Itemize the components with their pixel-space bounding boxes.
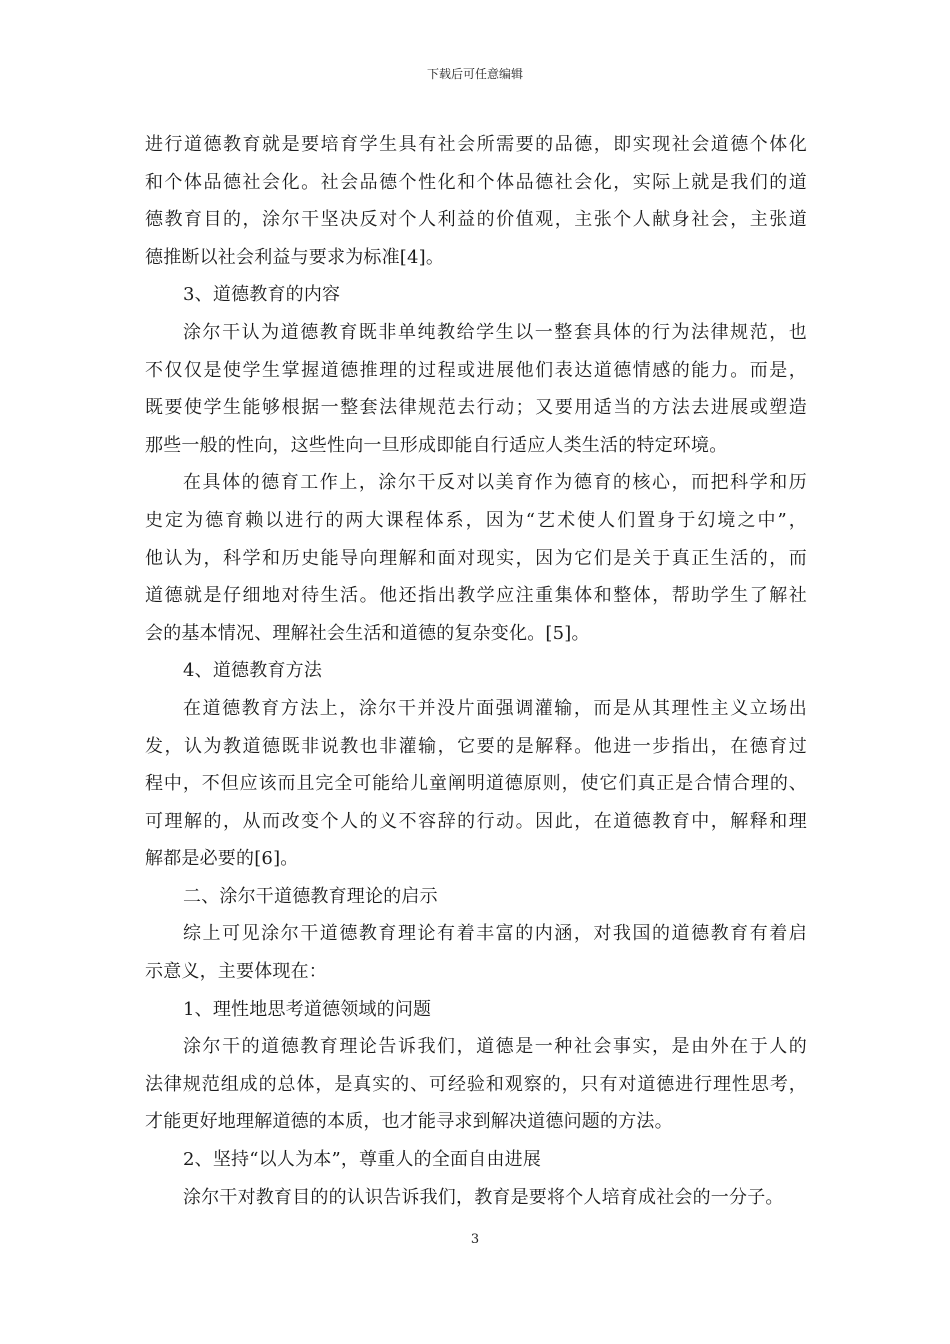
text-line: 2、坚持“以人为本”，尊重人的全面自由进展 xyxy=(183,1149,542,1171)
text-line: 示意义，主要体现在： xyxy=(145,961,327,983)
text-line: 史定为德育赖以进行的两大课程体系，因为“艺术使人们置身于幻境之中”， xyxy=(145,509,807,531)
text-line: 法律规范组成的总体，是真实的、可经验和观察的，只有对道德进行理性思考， xyxy=(145,1073,807,1095)
text-line: 道德就是仔细地对待生活。他还指出教学应注重集体和整体，帮助学生了解社 xyxy=(145,585,807,607)
text-line: 那些一般的性向，这些性向一旦形成即能自行适应人类生活的特定环境。 xyxy=(145,434,728,456)
text-line: 3、道德教育的内容 xyxy=(183,284,341,306)
text-line: 涂尔干对教育目的的认识告诉我们，教育是要将个人培育成社会的一分子。 xyxy=(183,1186,784,1208)
text-line: 进行道德教育就是要培育学生具有社会所需要的品德，即实现社会道德个体化 xyxy=(145,134,807,155)
text-line: 德教育目的，涂尔干坚决反对个人利益的价值观，主张个人献身社会，主张道 xyxy=(145,209,807,231)
text-line: 德推断以社会利益与要求为标准[4]。 xyxy=(145,246,445,268)
text-line: 4、道德教育方法 xyxy=(183,660,323,682)
text-line: 发，认为教道德既非说教也非灌输，它要的是解释。他进一步指出，在德育过 xyxy=(145,735,807,757)
text-line: 程中，不但应该而且完全可能给儿童阐明道德原则，使它们真正是合情合理的、 xyxy=(145,773,807,795)
text-line: 1、理性地思考道德领域的问题 xyxy=(183,998,432,1020)
text-line: 涂尔干的道德教育理论告诉我们，道德是一种社会事实，是由外在于人的 xyxy=(183,1036,807,1058)
text-line: 二、涂尔干道德教育理论的启示 xyxy=(183,885,438,907)
text-line: 和个体品德社会化。社会品德个性化和个体品德社会化，实际上就是我们的道 xyxy=(145,171,807,193)
text-line: 可理解的，从而改变个人的义不容辞的行动。因此，在道德教育中，解释和理 xyxy=(145,810,807,832)
text-line: 在道德教育方法上，涂尔干并没片面强调灌输，而是从其理性主义立场出 xyxy=(183,697,807,719)
page-header: 下载后可任意编辑 xyxy=(426,67,523,81)
text-line: 综上可见涂尔干道德教育理论有着丰富的内涵，对我国的道德教育有着启 xyxy=(183,923,807,945)
text-line: 不仅仅是使学生掌握道德推理的过程或进展他们表达道德情感的能力。而是， xyxy=(145,359,807,381)
document-body xyxy=(145,126,807,1216)
text-line: 涂尔干认为道德教育既非单纯教给学生以一整套具体的行为法律规范，也 xyxy=(183,321,807,343)
text-line: 在具体的德育工作上，涂尔干反对以美育作为德育的核心，而把科学和历 xyxy=(183,472,807,494)
text-line: 他认为，科学和历史能导向理解和面对现实，因为它们是关于真正生活的，而 xyxy=(145,547,807,569)
text-line: 会的基本情况、理解社会生活和道德的复杂变化。[5]。 xyxy=(145,622,590,644)
text-line: 才能更好地理解道德的本质，也才能寻求到解决道德问题的方法。 xyxy=(145,1111,673,1133)
text-line: 解都是必要的[6]。 xyxy=(145,848,299,870)
text-line: 既要使学生能够根据一整套法律规范去行动；又要用适当的方法去进展或塑造 xyxy=(145,397,807,419)
page-number: 3 xyxy=(470,1232,480,1247)
